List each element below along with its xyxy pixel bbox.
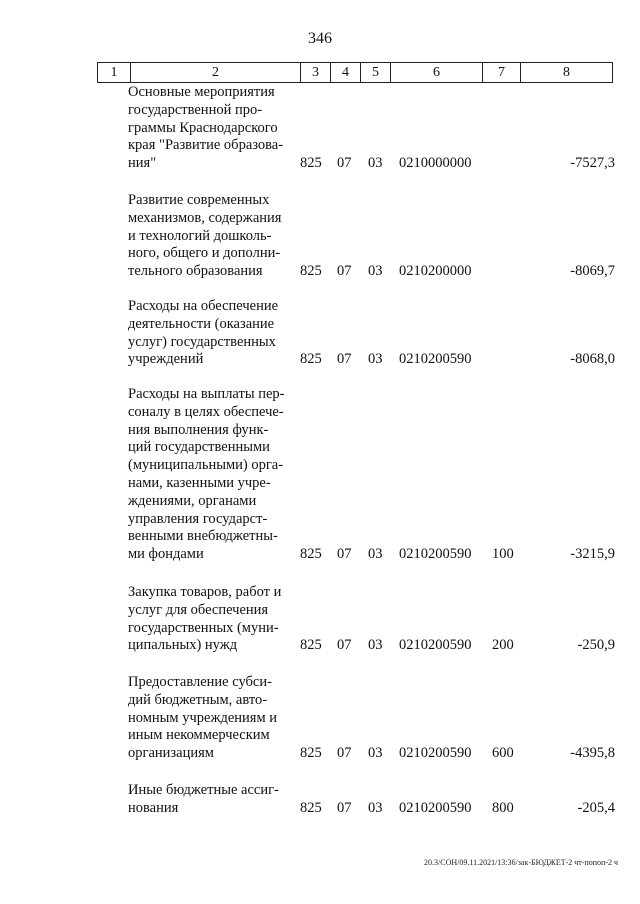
- description-line: края "Развитие образова-: [128, 137, 284, 154]
- description-line: и технологий дошколь-: [128, 227, 272, 244]
- description-line: (муниципальными) орга-: [128, 457, 284, 474]
- description-line: нования: [128, 799, 179, 816]
- row-code-5: 03: [368, 546, 383, 562]
- row-code-6: 0210200000: [399, 263, 472, 279]
- row-amount: -8068,0: [570, 351, 615, 367]
- row-description: [128, 386, 298, 564]
- row-code-4: 07: [337, 745, 352, 761]
- row-amount: -250,9: [577, 637, 615, 653]
- description-line: ния": [128, 155, 157, 172]
- description-line: Развитие современных: [128, 192, 270, 208]
- row-code-4: 07: [337, 155, 352, 171]
- row-code-7: 200: [492, 637, 514, 653]
- description-line: государственных (муни-: [128, 619, 279, 636]
- footer-stamp: 20.3/СОН/09.11.2021/13:36/зак-БЮДЖЕТ-2 чт-попоп-2 ч: [424, 858, 618, 867]
- description-line: Иные бюджетные ассиг-: [128, 782, 279, 798]
- description-line: ми фондами: [128, 546, 204, 563]
- row-amount: -3215,9: [570, 546, 615, 562]
- row-code-3: 825: [300, 546, 322, 562]
- row-code-6: 0210000000: [399, 155, 472, 171]
- row-code-5: 03: [368, 351, 383, 367]
- description-line: дий бюджетным, авто-: [128, 691, 268, 708]
- description-line: механизмов, содержания: [128, 209, 282, 226]
- header-cell-5: 5: [360, 63, 390, 82]
- row-code-6: 0210200590: [399, 637, 472, 653]
- header-cell-2: 2: [130, 63, 300, 82]
- description-line: граммы Краснодарского: [128, 119, 278, 136]
- description-line: ципальных) нужд: [128, 637, 238, 654]
- description-line: Закупка товаров, работ и: [128, 584, 282, 600]
- header-cell-7: 7: [482, 63, 520, 82]
- header-cell-1: 1: [110, 65, 118, 80]
- row-amount: -205,4: [577, 800, 615, 816]
- description-line: деятельности (оказание: [128, 315, 275, 332]
- row-code-4: 07: [337, 351, 352, 367]
- page-number: 346: [308, 30, 332, 47]
- row-amount: -4395,8: [570, 745, 615, 761]
- row-description: [128, 674, 298, 763]
- row-code-5: 03: [368, 155, 383, 171]
- row-code-7: 800: [492, 800, 514, 816]
- row-code-3: 825: [300, 155, 322, 171]
- row-code-5: 03: [368, 745, 383, 761]
- row-code-3: 825: [300, 745, 322, 761]
- row-code-7: 600: [492, 745, 514, 761]
- row-code-4: 07: [337, 546, 352, 562]
- row-amount: -7527,3: [570, 155, 615, 171]
- description-line: тельного образования: [128, 263, 263, 280]
- description-line: услуг для обеспечения: [128, 601, 269, 618]
- description-line: иным некоммерческим: [128, 727, 270, 744]
- description-line: соналу в целях обеспече-: [128, 403, 284, 420]
- row-code-4: 07: [337, 263, 352, 279]
- table-header: [97, 62, 613, 83]
- header-cell-8: 8: [520, 63, 612, 82]
- description-line: Расходы на выплаты пер-: [128, 386, 285, 402]
- row-code-7: 100: [492, 546, 514, 562]
- description-line: ного, общего и дополни-: [128, 245, 281, 262]
- row-code-5: 03: [368, 800, 383, 816]
- description-line: управления государст-: [128, 510, 268, 527]
- row-code-6: 0210200590: [399, 745, 472, 761]
- description-line: услуг) государственных: [128, 333, 276, 350]
- row-description: [128, 298, 298, 369]
- description-line: нами, казенными учре-: [128, 474, 271, 491]
- row-code-6: 0210200590: [399, 546, 472, 562]
- description-line: учреждений: [128, 351, 204, 368]
- description-line: номным учреждениям и: [128, 709, 278, 726]
- row-description: [128, 84, 298, 173]
- row-code-5: 03: [368, 637, 383, 653]
- row-code-5: 03: [368, 263, 383, 279]
- description-line: ния выполнения функ-: [128, 421, 269, 438]
- description-line: государственной про-: [128, 101, 263, 118]
- row-code-3: 825: [300, 351, 322, 367]
- header-cell-4: 4: [330, 63, 360, 82]
- row-code-4: 07: [337, 800, 352, 816]
- row-description: [128, 192, 298, 281]
- header-cell-3: 3: [300, 63, 330, 82]
- row-code-3: 825: [300, 637, 322, 653]
- description-line: ждениями, органами: [128, 492, 257, 509]
- header-cell-6: 6: [390, 63, 482, 82]
- description-line: Основные мероприятия: [128, 84, 275, 100]
- row-code-6: 0210200590: [399, 800, 472, 816]
- row-code-3: 825: [300, 800, 322, 816]
- row-code-3: 825: [300, 263, 322, 279]
- description-line: Расходы на обеспечение: [128, 298, 279, 314]
- row-description: [128, 782, 298, 818]
- description-line: организациям: [128, 745, 214, 762]
- row-amount: -8069,7: [570, 263, 615, 279]
- description-line: венными внебюджетны-: [128, 528, 278, 545]
- description-line: ций государственными: [128, 439, 270, 456]
- description-line: Предоставление субси-: [128, 674, 272, 690]
- row-description: [128, 584, 298, 655]
- row-code-6: 0210200590: [399, 351, 472, 367]
- row-code-4: 07: [337, 637, 352, 653]
